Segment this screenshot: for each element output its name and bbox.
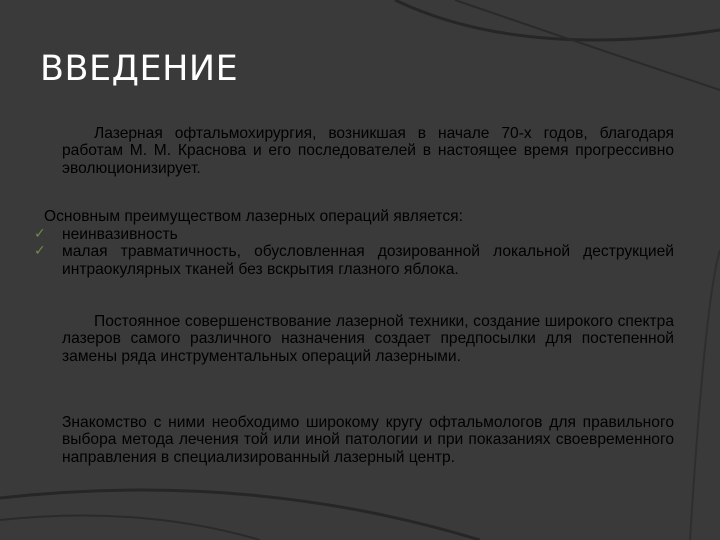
checkmark-icon: ✓ [34, 243, 46, 260]
conclusion-paragraph: Знакомство с ними необходимо широкому кругу офтальмологов для правильного выбора метода лечения той или иной патологии и при показаниях своевременного направления в специализированный лазерный центр. [62, 414, 674, 466]
slide-title: ВВЕДЕНИЕ [40, 49, 239, 89]
checkmark-icon: ✓ [34, 226, 46, 242]
list-item [34, 226, 674, 243]
intro-paragraph: Лазерная офтальмохирургия, возникшая в начале 70-х годов, благодаря работам М. М. Краснова и его последователей в настоящее время прогрессивно эволюционизирует. [62, 125, 674, 177]
advantages-intro: Основным преимуществом лазерных операций является: [44, 208, 463, 225]
list-item-text: неинвазивность [62, 226, 178, 243]
laser-tech-paragraph: Постоянное совершенствование лазерной техники, создание широкого спектра лазеров самого различного назначения создает предпосылки для постепенной замены ряда инструментальных операций лазерными. [62, 313, 674, 365]
list-item [34, 243, 674, 278]
advantages-list [34, 226, 674, 278]
list-item-text: малая травматичность, обусловленная дозированной локальной деструкцией интраокулярных тканей без вскрытия глазного яблока. [62, 243, 674, 278]
